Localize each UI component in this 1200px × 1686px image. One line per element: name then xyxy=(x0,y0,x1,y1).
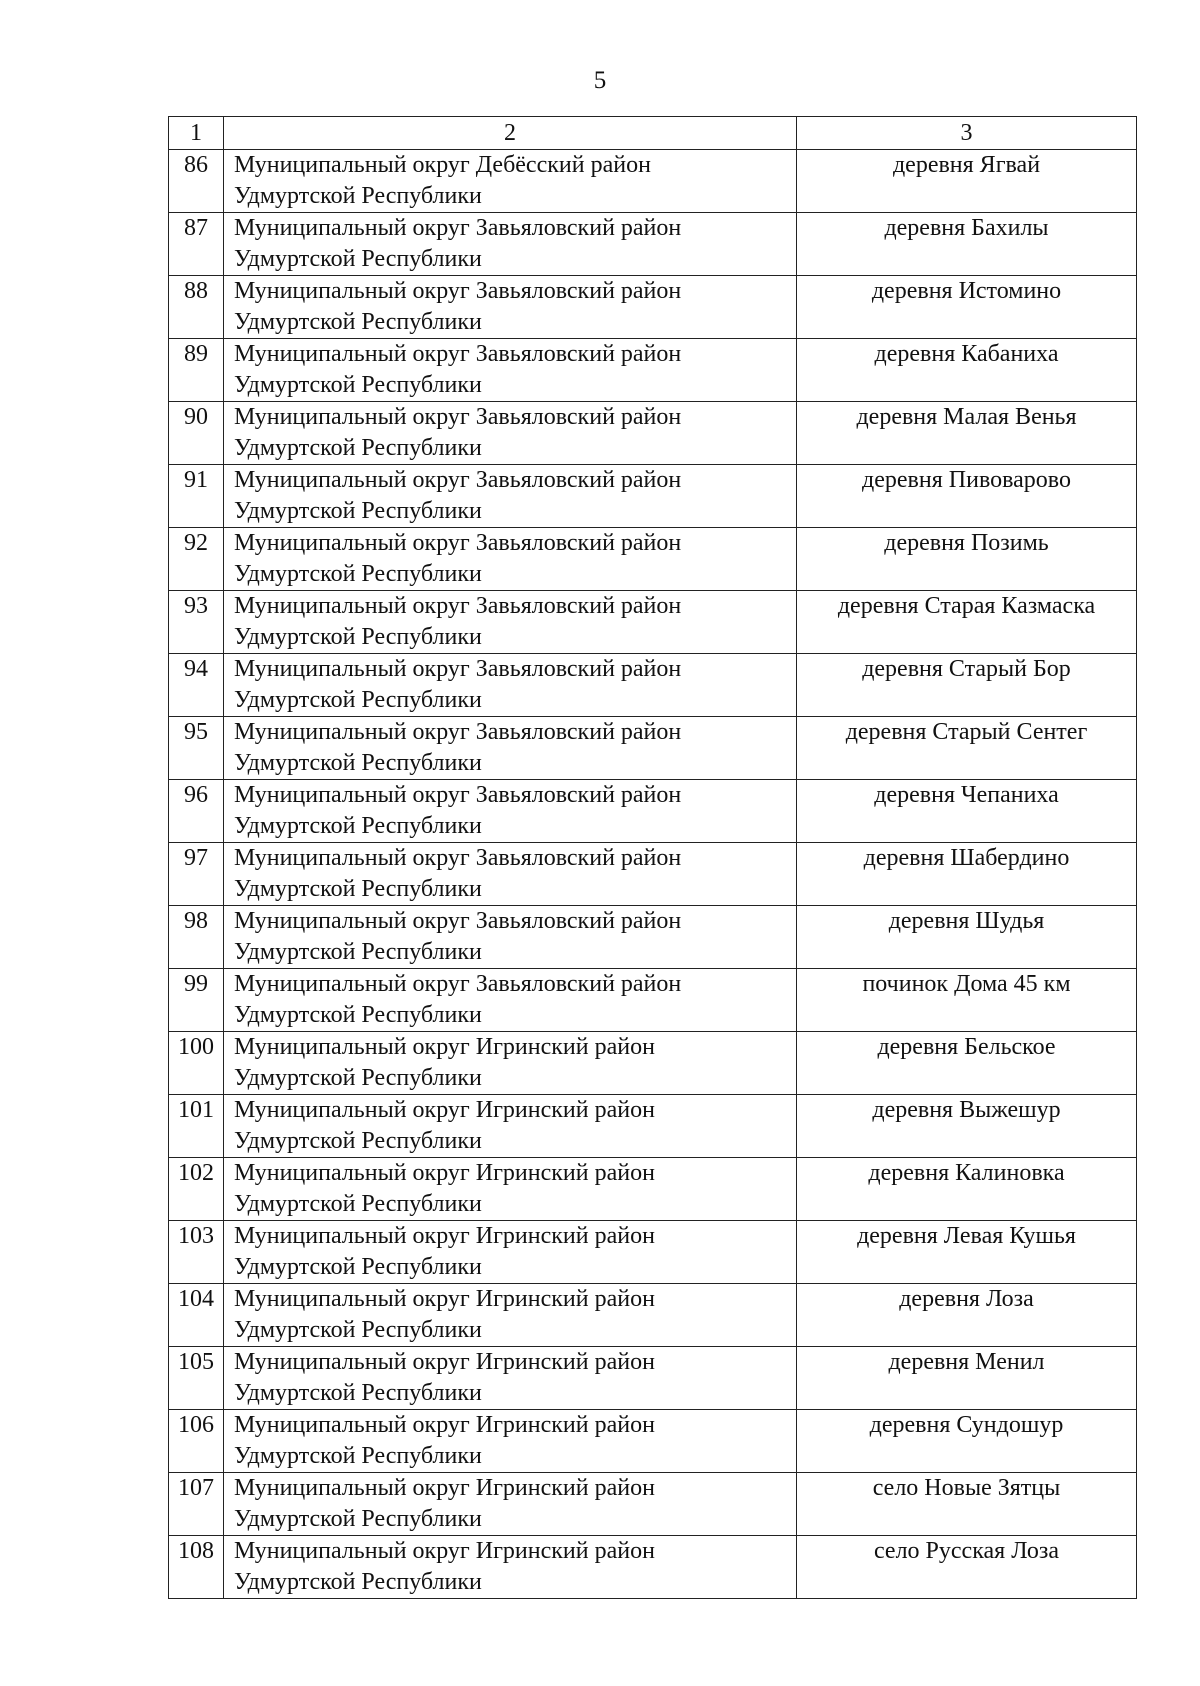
settlement-name: село Новые Зятцы xyxy=(797,1473,1137,1536)
municipality-name: Муниципальный округ Завьяловский район xyxy=(234,530,682,556)
municipality-cell xyxy=(224,780,797,843)
table-row xyxy=(169,213,1137,276)
municipality-cell xyxy=(224,1347,797,1410)
row-number: 88 xyxy=(169,276,224,339)
municipality-region: Удмуртской Республики xyxy=(234,1128,482,1154)
municipality-cell xyxy=(224,465,797,528)
table-row xyxy=(169,1158,1137,1221)
table-header-row xyxy=(169,117,1137,150)
settlement-name: деревня Бельское xyxy=(797,1032,1137,1095)
municipality-region: Удмуртской Республики xyxy=(234,687,482,713)
municipality-name: Муниципальный округ Игринский район xyxy=(234,1223,655,1249)
settlement-name: починок Дома 45 км xyxy=(797,969,1137,1032)
row-number: 108 xyxy=(169,1536,224,1599)
municipality-region: Удмуртской Республики xyxy=(234,1191,482,1217)
municipality-cell xyxy=(224,213,797,276)
municipality-name: Муниципальный округ Игринский район xyxy=(234,1097,655,1123)
municipality-name: Муниципальный округ Завьяловский район xyxy=(234,719,682,745)
municipality-cell xyxy=(224,906,797,969)
settlement-name: деревня Старый Бор xyxy=(797,654,1137,717)
row-number: 96 xyxy=(169,780,224,843)
municipality-name: Муниципальный округ Игринский район xyxy=(234,1538,655,1564)
municipality-name: Муниципальный округ Игринский район xyxy=(234,1475,655,1501)
municipality-region: Удмуртской Республики xyxy=(234,246,482,272)
municipality-region: Удмуртской Республики xyxy=(234,1569,482,1595)
municipality-cell xyxy=(224,717,797,780)
municipality-region: Удмуртской Республики xyxy=(234,183,482,209)
table-row xyxy=(169,1284,1137,1347)
municipality-cell xyxy=(224,1536,797,1599)
municipality-cell xyxy=(224,276,797,339)
settlement-name: деревня Кабаниха xyxy=(797,339,1137,402)
column-header-1: 1 xyxy=(169,117,224,150)
table-row xyxy=(169,276,1137,339)
column-header-3: 3 xyxy=(797,117,1137,150)
municipality-cell xyxy=(224,843,797,906)
municipality-name: Муниципальный округ Игринский район xyxy=(234,1286,655,1312)
row-number: 105 xyxy=(169,1347,224,1410)
municipality-cell xyxy=(224,1473,797,1536)
municipality-cell xyxy=(224,969,797,1032)
settlement-name: деревня Менил xyxy=(797,1347,1137,1410)
settlement-name: деревня Старый Сентег xyxy=(797,717,1137,780)
row-number: 94 xyxy=(169,654,224,717)
row-number: 100 xyxy=(169,1032,224,1095)
municipality-region: Удмуртской Республики xyxy=(234,372,482,398)
municipality-region: Удмуртской Республики xyxy=(234,435,482,461)
settlement-name: деревня Истомино xyxy=(797,276,1137,339)
municipality-cell xyxy=(224,1095,797,1158)
settlement-name: деревня Ягвай xyxy=(797,150,1137,213)
municipality-region: Удмуртской Республики xyxy=(234,876,482,902)
table-row xyxy=(169,717,1137,780)
row-number: 101 xyxy=(169,1095,224,1158)
municipality-name: Муниципальный округ Завьяловский район xyxy=(234,656,682,682)
row-number: 89 xyxy=(169,339,224,402)
municipality-region: Удмуртской Республики xyxy=(234,624,482,650)
settlement-name: деревня Сундошур xyxy=(797,1410,1137,1473)
municipality-region: Удмуртской Республики xyxy=(234,939,482,965)
row-number: 106 xyxy=(169,1410,224,1473)
municipality-name: Муниципальный округ Игринский район xyxy=(234,1160,655,1186)
table-row xyxy=(169,654,1137,717)
table-row xyxy=(169,843,1137,906)
table-row xyxy=(169,150,1137,213)
settlement-name: деревня Пивоварово xyxy=(797,465,1137,528)
settlement-name: деревня Калиновка xyxy=(797,1158,1137,1221)
row-number: 102 xyxy=(169,1158,224,1221)
municipality-name: Муниципальный округ Игринский район xyxy=(234,1034,655,1060)
settlement-name: деревня Позимь xyxy=(797,528,1137,591)
table-row xyxy=(169,969,1137,1032)
municipality-name: Муниципальный округ Дебёсский район xyxy=(234,152,651,178)
municipality-cell xyxy=(224,150,797,213)
table-row xyxy=(169,1347,1137,1410)
municipality-name: Муниципальный округ Завьяловский район xyxy=(234,404,682,430)
municipality-region: Удмуртской Республики xyxy=(234,1443,482,1469)
row-number: 97 xyxy=(169,843,224,906)
row-number: 98 xyxy=(169,906,224,969)
municipality-name: Муниципальный округ Завьяловский район xyxy=(234,278,682,304)
municipality-region: Удмуртской Республики xyxy=(234,1380,482,1406)
municipality-name: Муниципальный округ Завьяловский район xyxy=(234,845,682,871)
municipality-cell xyxy=(224,1158,797,1221)
settlement-name: деревня Бахилы xyxy=(797,213,1137,276)
municipality-cell xyxy=(224,402,797,465)
settlements-table xyxy=(168,116,1137,1599)
municipality-cell xyxy=(224,1032,797,1095)
table-row xyxy=(169,1095,1137,1158)
row-number: 103 xyxy=(169,1221,224,1284)
municipality-region: Удмуртской Республики xyxy=(234,498,482,524)
row-number: 93 xyxy=(169,591,224,654)
municipality-region: Удмуртской Республики xyxy=(234,750,482,776)
municipality-cell xyxy=(224,1284,797,1347)
municipality-region: Удмуртской Республики xyxy=(234,1002,482,1028)
municipality-region: Удмуртской Республики xyxy=(234,1254,482,1280)
row-number: 95 xyxy=(169,717,224,780)
table-row xyxy=(169,1473,1137,1536)
settlement-name: деревня Старая Казмаска xyxy=(797,591,1137,654)
table-row xyxy=(169,465,1137,528)
municipality-name: Муниципальный округ Завьяловский район xyxy=(234,782,682,808)
settlement-name: село Русская Лоза xyxy=(797,1536,1137,1599)
settlement-name: деревня Выжешур xyxy=(797,1095,1137,1158)
row-number: 107 xyxy=(169,1473,224,1536)
municipality-region: Удмуртской Республики xyxy=(234,309,482,335)
municipality-region: Удмуртской Республики xyxy=(234,813,482,839)
municipality-name: Муниципальный округ Завьяловский район xyxy=(234,341,682,367)
settlement-name: деревня Левая Кушья xyxy=(797,1221,1137,1284)
settlement-name: деревня Малая Венья xyxy=(797,402,1137,465)
table-row xyxy=(169,906,1137,969)
municipality-name: Муниципальный округ Завьяловский район xyxy=(234,908,682,934)
municipality-name: Муниципальный округ Завьяловский район xyxy=(234,467,682,493)
municipality-name: Муниципальный округ Завьяловский район xyxy=(234,593,682,619)
row-number: 86 xyxy=(169,150,224,213)
table-row xyxy=(169,780,1137,843)
row-number: 99 xyxy=(169,969,224,1032)
column-header-2: 2 xyxy=(224,117,797,150)
table-row xyxy=(169,1032,1137,1095)
municipality-name: Муниципальный округ Игринский район xyxy=(234,1349,655,1375)
table-row xyxy=(169,1536,1137,1599)
row-number: 92 xyxy=(169,528,224,591)
municipality-cell xyxy=(224,654,797,717)
table-row xyxy=(169,591,1137,654)
municipality-name: Муниципальный округ Игринский район xyxy=(234,1412,655,1438)
municipality-name: Муниципальный округ Завьяловский район xyxy=(234,215,682,241)
settlement-name: деревня Лоза xyxy=(797,1284,1137,1347)
municipality-region: Удмуртской Республики xyxy=(234,1065,482,1091)
settlement-name: деревня Шудья xyxy=(797,906,1137,969)
municipality-region: Удмуртской Республики xyxy=(234,1317,482,1343)
row-number: 87 xyxy=(169,213,224,276)
municipality-cell xyxy=(224,339,797,402)
page-number: 5 xyxy=(593,67,607,94)
municipality-region: Удмуртской Республики xyxy=(234,561,482,587)
municipality-cell xyxy=(224,528,797,591)
table-row xyxy=(169,339,1137,402)
municipality-cell xyxy=(224,591,797,654)
settlement-name: деревня Чепаниха xyxy=(797,780,1137,843)
settlement-name: деревня Шабердино xyxy=(797,843,1137,906)
municipality-cell xyxy=(224,1221,797,1284)
table-row xyxy=(169,528,1137,591)
municipality-region: Удмуртской Республики xyxy=(234,1506,482,1532)
row-number: 104 xyxy=(169,1284,224,1347)
table-row xyxy=(169,1221,1137,1284)
row-number: 91 xyxy=(169,465,224,528)
row-number: 90 xyxy=(169,402,224,465)
municipality-name: Муниципальный округ Завьяловский район xyxy=(234,971,682,997)
table-row xyxy=(169,1410,1137,1473)
table-row xyxy=(169,402,1137,465)
municipality-cell xyxy=(224,1410,797,1473)
